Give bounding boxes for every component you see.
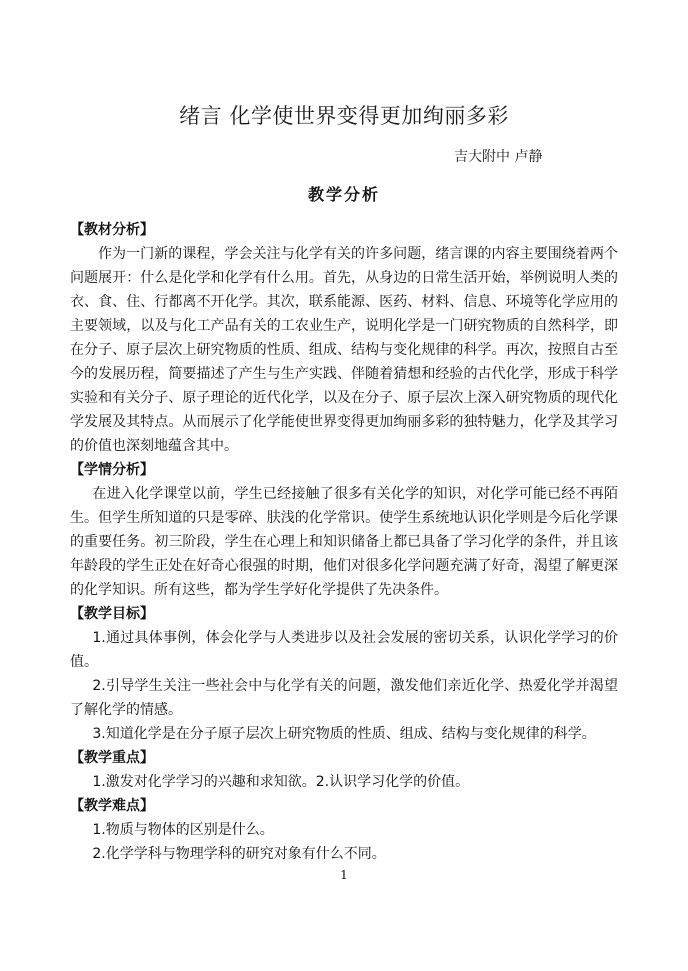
heading-teaching-goals: 【教学目标】	[70, 606, 154, 622]
goal-item-3: 3.知道化学是在分子原子层次上研究物质的性质、组成、结构与变化规律的科学。	[92, 726, 596, 742]
document-title: 绪言 化学使世界变得更加绚丽多彩	[179, 104, 509, 128]
heading-material-analysis: 【教材分析】	[70, 222, 154, 238]
paragraph-material-analysis: 作为一门新的课程，学会关注与化学有关的许多问题，绪言课的内容主要围绕着两个问题展开：什么是化学和化学有什么用。首先，从身边的日常生活开始，举例说明人类的衣、食、住、行都离不开化学。其次，联系能源、医药、材料、信息、环境等化学应用的主要领域，以及与化工产品有关的工农业生产，说明化学是一门研究物质的自然科学，即在分子、原子层次上研究物质的性质、组成、结构与变化规律的科学。再次，按照自古至今的发展历程，简要描述了产生与生产实践、伴随着猜想和经验的古代化学，形成于科学实验和有关分子、原子理论的近代化学，以及在分子、原子层次上深入研究物质的现代化学发展及其特点。从而展示了化学能使世界变得更加绚丽多彩的独特魅力，化学及其学习的价值也深刻地蕴含其中。	[70, 246, 618, 454]
difficulty-item-2: 2.化学学科与物理学科的研究对象有什么不同。	[92, 846, 386, 862]
goal-item-1: 1.通过具体事例，体会化学与人类进步以及社会发展的密切关系，认识化学学习的价值。	[70, 630, 618, 670]
paragraph-key-points: 1.激发对化学学习的兴趣和求知欲。2.认识学习化学的价值。	[92, 774, 470, 790]
heading-key-points: 【教学重点】	[70, 750, 154, 766]
heading-difficulties: 【教学难点】	[70, 798, 154, 814]
goal-item-2: 2.引导学生关注一些社会中与化学有关的问题，激发他们亲近化学、热爱化学并渴望了解化学的情感。	[70, 678, 618, 718]
paragraph-student-analysis: 在进入化学课堂以前，学生已经接触了很多有关化学的知识，对化学可能已经不再陌生。但学生所知道的只是零碎、肤浅的化学常识。使学生系统地认识化学则是今后化学课的重要任务。初三阶段，学生在心理上和知识储备上都已具备了学习化学的条件，并且该年龄段的学生正处在好奇心很强的时期，他们对很多化学问题充满了好奇，渴望了解更深的化学知识。所有这些，都为学生学好化学提供了先决条件。	[70, 486, 618, 598]
author-line: 吉大附中 卢静	[454, 149, 543, 165]
section-title-teaching-analysis: 教学分析	[307, 185, 380, 204]
page-number: 1	[340, 868, 348, 882]
document-body	[70, 218, 618, 866]
difficulty-item-1: 1.物质与物体的区别是什么。	[92, 822, 274, 838]
heading-student-analysis: 【学情分析】	[70, 462, 154, 478]
